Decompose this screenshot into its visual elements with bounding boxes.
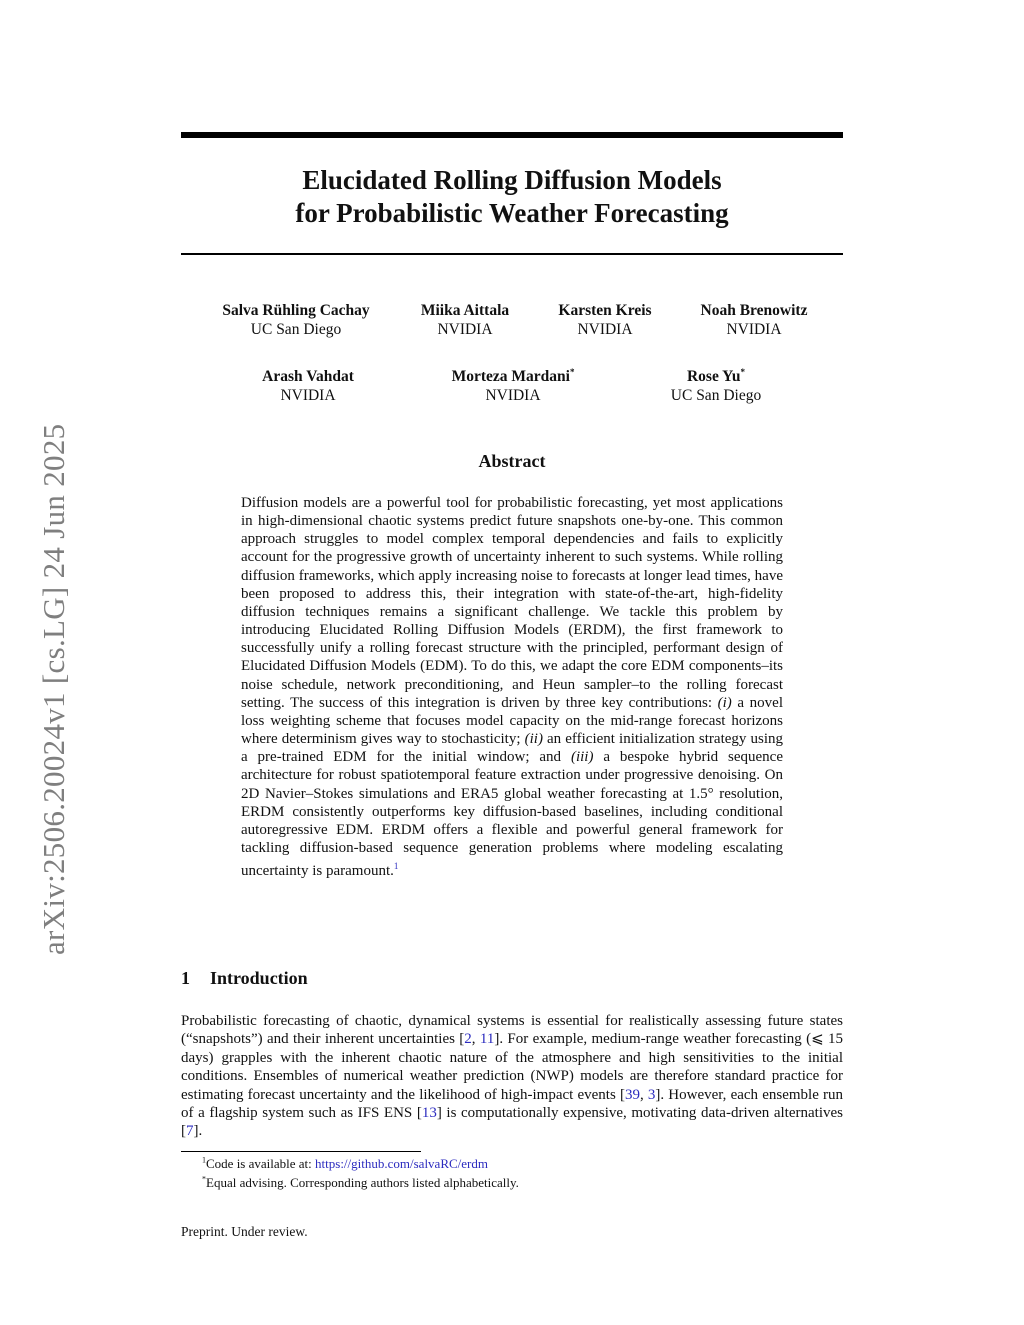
author-name: Miika Aittala [420,302,510,319]
author-affiliation: UC San Diego [670,387,762,404]
author-block [646,367,786,405]
paper-title [181,164,843,230]
author-name: Rose Yu* [686,366,746,385]
author-name: Noah Brenowitz [700,302,808,319]
author-block [535,301,675,339]
equal-advising-mark: * [740,366,746,377]
author-affiliation: UC San Diego [250,321,342,338]
citation-link[interactable]: 3 [647,1086,656,1103]
equal-advising-mark: * [569,366,575,377]
author-affiliation: NVIDIA [726,321,782,338]
author-affiliation: NVIDIA [437,321,493,338]
title-line-1: Elucidated Rolling Diffusion Models [302,165,722,195]
title-line-2: for Probabilistic Weather Forecasting [295,198,729,228]
author-block [428,367,598,405]
citation-link[interactable]: 7 [186,1123,194,1140]
author-name: Arash Vahdat [262,368,354,385]
author-block [679,301,829,339]
author-name: Morteza Mardani* [451,366,575,385]
citation-link[interactable]: 2 [464,1031,472,1048]
citation-link[interactable]: 39 [624,1086,640,1103]
author-affiliation: NVIDIA [577,321,633,338]
author-block [395,301,535,339]
author-block [233,367,383,405]
section-heading-introduction [181,968,308,989]
author-block [196,301,396,339]
title-top-rule [181,132,843,138]
title-bottom-rule [181,253,843,255]
abstract-heading: Abstract [478,451,546,471]
arxiv-identifier: arXiv:2506.20024v1 [cs.LG] 24 Jun 2025 [36,423,71,955]
footnote-1: $^1$Code is available at: https://github.com/salvaRC/erdm [202,1155,488,1171]
citation-link[interactable]: 13 [421,1105,437,1122]
section-number: 1 [181,968,190,988]
footnote-link[interactable]: 1 [393,861,399,872]
author-affiliation: NVIDIA [280,387,336,404]
footnote-2: *Equal advising. Corresponding authors listed alphabetically. [202,1174,519,1190]
introduction-paragraph: Probabilistic forecasting of chaotic, dynamical systems is essential for realistically assessing future states (“snapshots”) and their inherent uncertainties [2, 11]. For example, medium-range weather forecasting (⩽ 15 days) grapples with the inherent chaotic nature of the atmosphere and high sensitivities to the initial conditions. Ensembles of numerical weather prediction (NWP) models are therefore standard practice for estimating forecast uncertainty and the likelihood of high-impact events [39, 3]. However, each ensemble run of a flagship system such as IFS ENS [13] is computationally expensive, motivating data-driven alternatives [7]. [181,1013,844,1140]
author-name: Karsten Kreis [558,302,652,319]
preprint-note: Preprint. Under review. [181,1224,308,1239]
code-repository-link[interactable]: https://github.com/salvaRC/erdm [315,1156,488,1171]
citation-link[interactable]: 11 [479,1031,495,1048]
abstract-text: Diffusion models are a powerful tool for probabilistic forecasting, yet most applications in high-dimensional chaotic systems predict future snapshots one-by-one. This common approach struggles to model complex temporal dependencies and fails to explicitly account for the progressive growth of uncertainty inherent to such systems. While rolling diffusion frameworks, which apply increasing noise to forecasts at longer lead times, have been proposed to address this, their integration with state-of-the-art, high-fidelity diffusion techniques remains a significant challenge. We tackle this problem by introducing Elucidated Rolling Diffusion Models (ERDM), the first framework to successfully unify a rolling forecast structure with the principled, performant design of Elucidated Diffusion Models (EDM). To do this, we adapt the core EDM components–its noise schedule, network preconditioning, and Heun sampler–to the rolling forecast setting. The success of this integration is driven by three key contributions: (i) a novel loss weighting scheme that focuses model capacity on the mid-range forecast horizons where determinism gives way to stochasticity; (ii) an efficient initialization strategy using a pre-trained EDM for the initial window; and (iii) a bespoke hybrid sequence architecture for robust spatiotemporal feature extraction under progressive denoising. On 2D Navier–Stokes simulations and ERA5 global weather forecasting at 1.5° resolution, ERDM consistently outperforms key diffusion-based baselines, including conditional autoregressive EDM. ERDM offers a flexible and powerful general framework for tackling diffusion-based sequence generation problems where modeling escalating uncertainty is paramount.$^1$ [241,495,784,880]
footnote-rule [181,1151,421,1152]
author-name: Salva Rühling Cachay [222,302,370,319]
author-affiliation: NVIDIA [485,387,541,404]
section-title: Introduction [210,968,308,988]
